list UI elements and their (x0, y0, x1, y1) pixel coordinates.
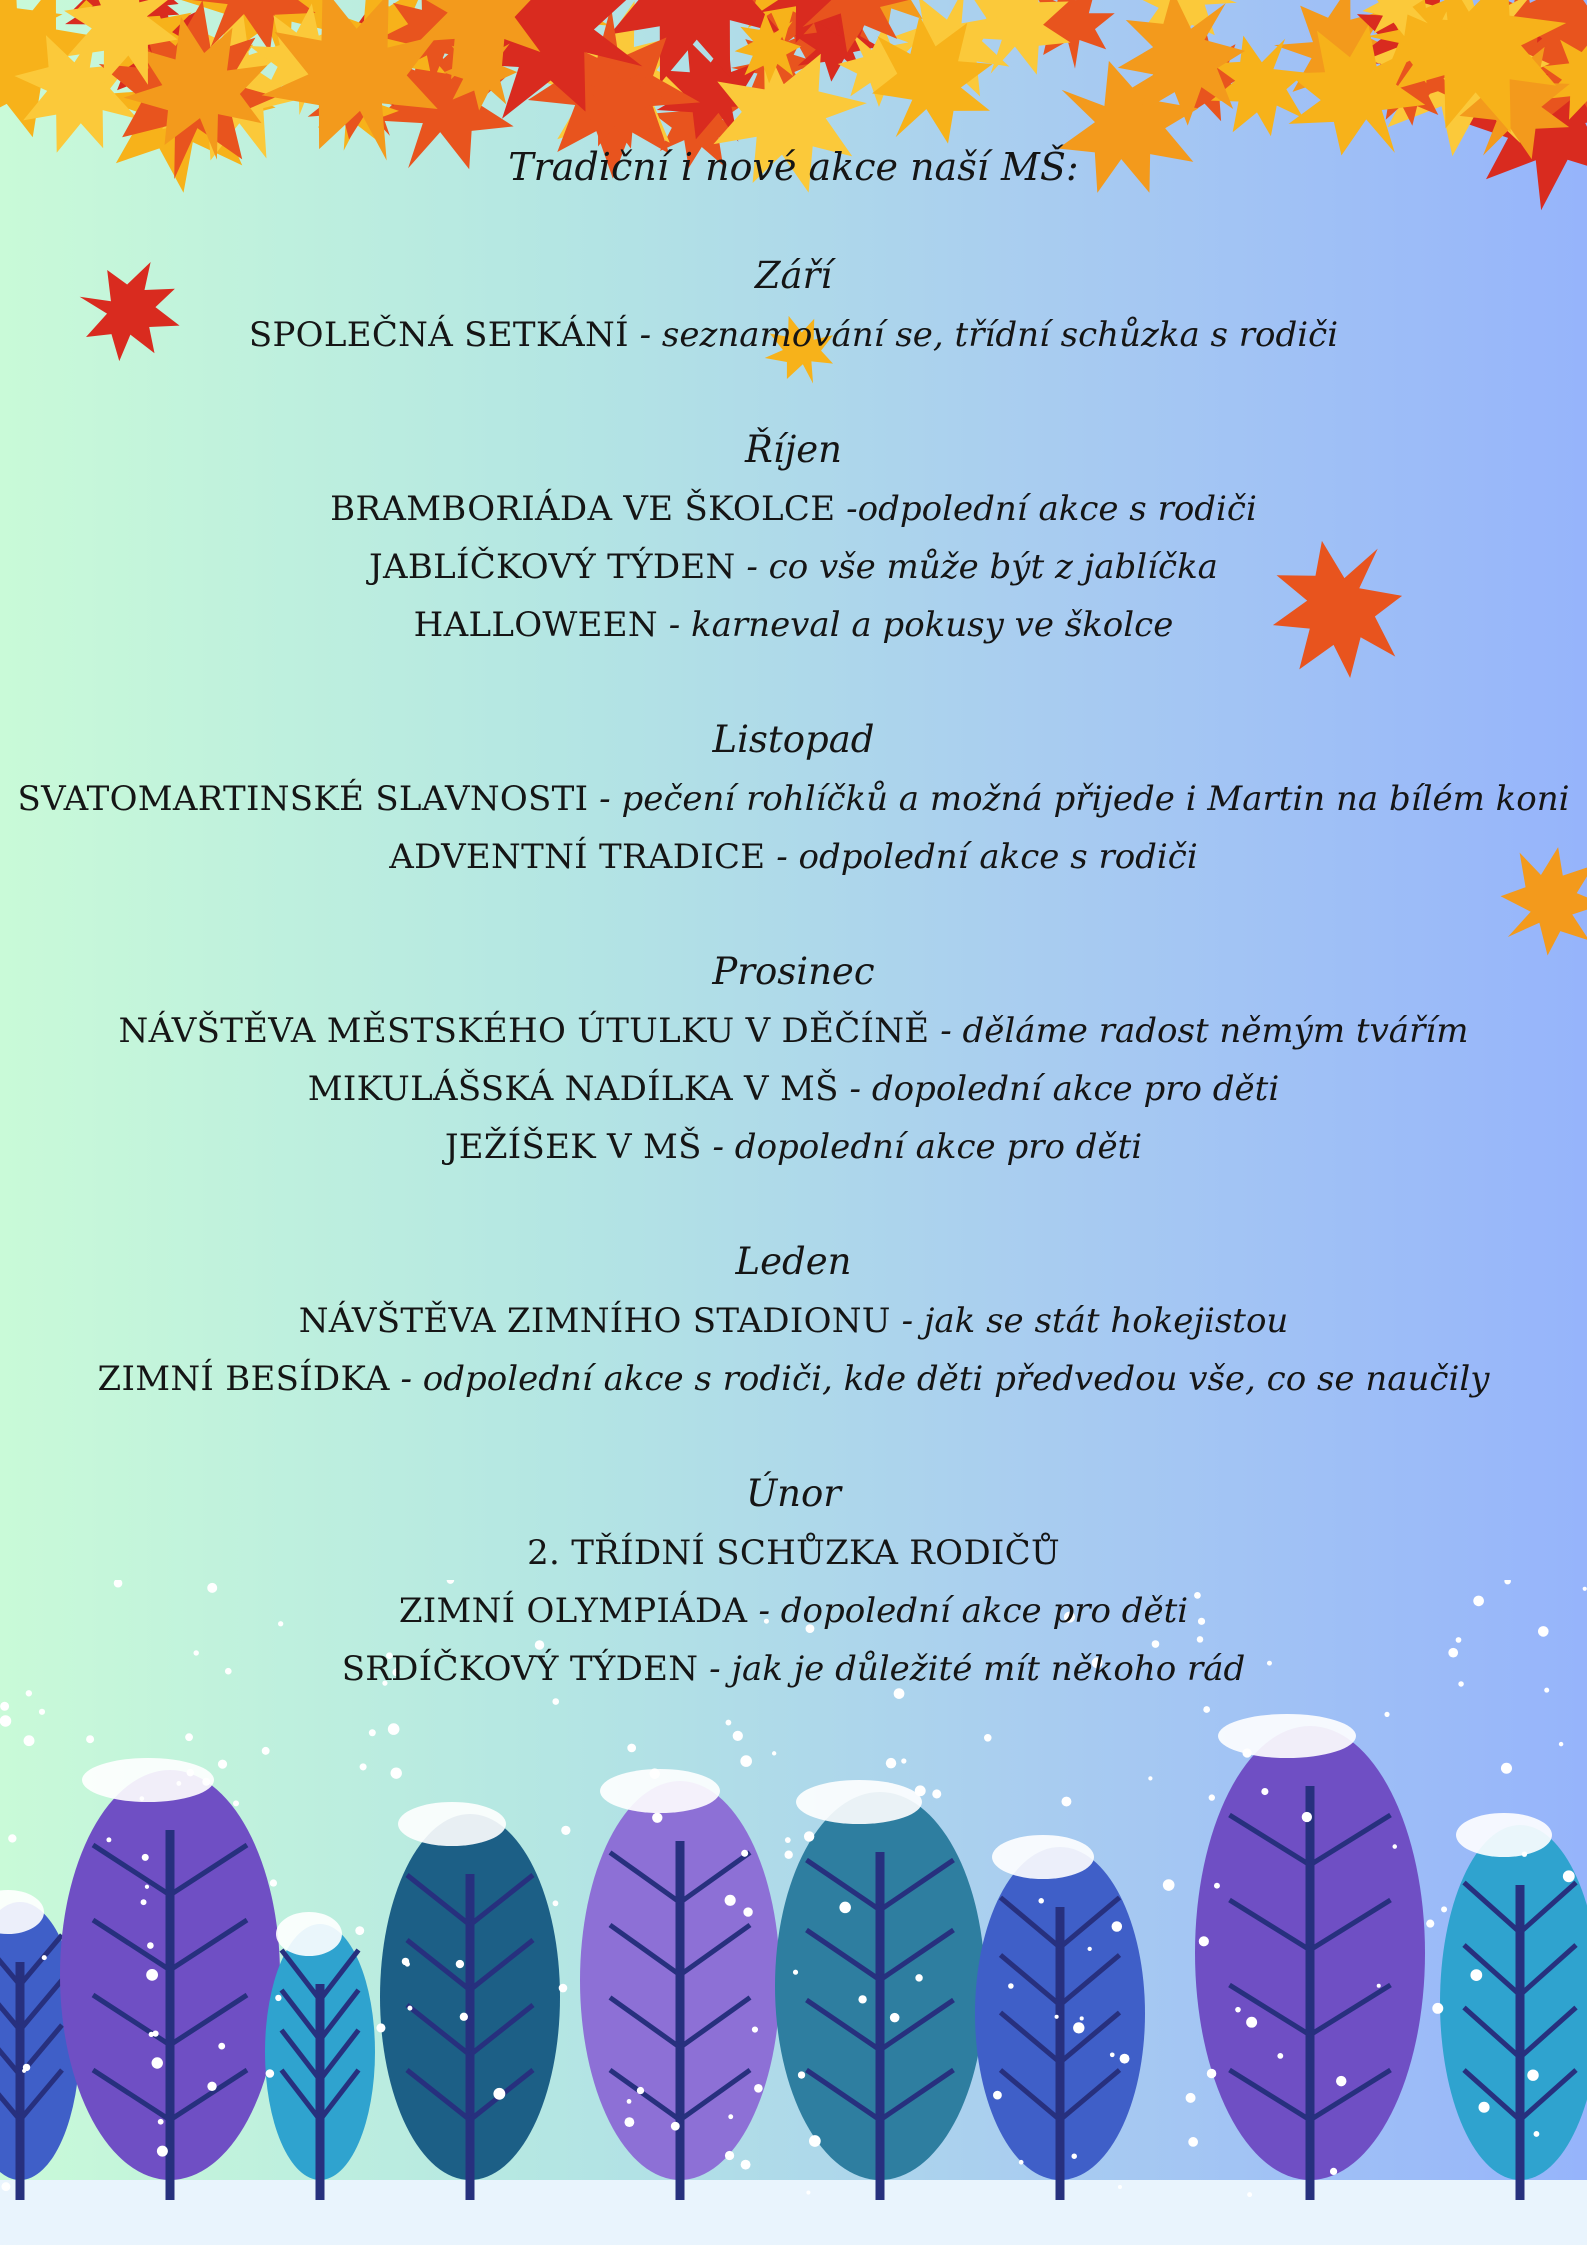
event-description: - odpolední akce s rodiči (765, 837, 1198, 877)
snowflake-icon (1088, 1947, 1092, 1951)
snowflake-icon (890, 2013, 900, 2023)
event-name: SPOLEČNÁ SETKÁNÍ (248, 315, 629, 355)
snowflake-icon (915, 1785, 926, 1796)
snowflake-icon (1163, 1879, 1175, 1891)
snowflake-icon (1392, 1844, 1397, 1849)
tree-icon (265, 1912, 375, 2200)
snowflake-icon (652, 1813, 662, 1823)
snowflake-icon (1055, 2015, 1059, 2019)
snowflake-icon (743, 1907, 752, 1916)
event-description: - co vše může být z jablíčka (735, 547, 1218, 587)
event-name: JABLÍČKOVÝ TÝDEN (369, 547, 736, 587)
events-list (0, 138, 1587, 1754)
snowflake-icon (1247, 2192, 1252, 2197)
snowflake-icon (858, 1995, 866, 2003)
event-line (0, 1582, 1587, 1640)
snowflake-icon (1, 2182, 10, 2191)
snowflake-icon (752, 2026, 758, 2032)
snowflake-icon (932, 1789, 941, 1798)
snowflake-icon (1522, 1851, 1527, 1856)
snowflake-icon (993, 2091, 1002, 2100)
event-name: HALLOWEEN (413, 605, 658, 645)
snowflake-icon (1019, 2160, 1024, 2165)
event-description: - dopolední akce pro děti (838, 1069, 1280, 1109)
snowflake-icon (152, 2057, 163, 2068)
snowflake-icon (460, 2013, 468, 2021)
event-line (0, 1292, 1587, 1350)
tree-icon (1440, 1813, 1587, 2200)
snowflake-icon (1071, 2153, 1076, 2158)
event-name: NÁVŠTĚVA ZIMNÍHO STADIONU (298, 1301, 891, 1341)
snowflake-icon (754, 2084, 763, 2093)
snowflake-icon (627, 2099, 632, 2104)
month-heading: Prosinec (712, 950, 875, 993)
event-name: ZIMNÍ OLYMPIÁDA (398, 1591, 759, 1631)
snowflake-icon (1186, 2093, 1196, 2103)
snowflake-icon (1432, 2003, 1443, 2014)
snowflake-icon (725, 2151, 734, 2160)
snowflake-icon (1534, 2131, 1540, 2137)
snowflake-icon (671, 2122, 680, 2131)
tree-icon (1195, 1714, 1425, 2200)
snowflake-icon (407, 2006, 412, 2011)
snowflake-icon (187, 1769, 194, 1776)
snowflake-icon (207, 2082, 216, 2091)
event-name: ZIMNÍ BESÍDKA (97, 1359, 390, 1399)
snowflake-icon (1199, 1936, 1209, 1946)
snowflake-icon (355, 1926, 364, 1935)
snowflake-icon (8, 1834, 16, 1842)
snowflake-icon (145, 1885, 149, 1889)
snowflake-icon (152, 2031, 158, 2037)
snowflake-icon (624, 2117, 634, 2127)
month-section (0, 942, 1587, 1176)
snowflake-icon (360, 1763, 367, 1770)
event-line (0, 538, 1587, 596)
snowflake-icon (1061, 1797, 1071, 1807)
snowflake-icon (139, 1796, 144, 1801)
snowflake-icon (798, 2071, 805, 2078)
snowflake-icon (142, 1854, 149, 1861)
snowflake-icon (561, 1826, 570, 1835)
event-name: ADVENTNÍ TRADICE (389, 837, 766, 877)
page-title: Tradiční i nové akce naší MŠ: (508, 145, 1079, 189)
snowflake-icon (1501, 1763, 1512, 1774)
snowflake-icon (1277, 2053, 1283, 2059)
snowflake-icon (493, 2088, 505, 2100)
snowflake-icon (728, 2114, 733, 2119)
snowflake-icon (391, 1767, 402, 1778)
snowflake-icon (106, 1837, 111, 1842)
event-name: NÁVŠTĚVA MĚSTSKÉHO ÚTULKU V DĚČÍNĚ (118, 1011, 930, 1051)
snowflake-icon (233, 1800, 239, 1806)
snowflake-icon (915, 1974, 922, 1981)
snowflake-icon (1302, 1812, 1312, 1822)
snowflake-icon (886, 1758, 896, 1768)
snowflake-icon (1377, 1984, 1381, 1988)
snowflake-icon (784, 1851, 792, 1859)
event-line (0, 1060, 1587, 1118)
snowflake-icon (1118, 2185, 1122, 2189)
snowflake-icon (1336, 2076, 1346, 2086)
snowflake-icon (741, 2160, 751, 2170)
event-description: - děláme radost němým tvářím (929, 1011, 1469, 1051)
snowflake-icon (270, 1879, 277, 1886)
month-section (0, 1232, 1587, 1408)
snowflake-icon (1214, 1883, 1220, 1889)
snowflake-icon (1441, 1906, 1447, 1912)
snowflake-icon (1080, 2016, 1084, 2020)
event-description: - pečení rohlíčků a možná přijede i Martin na bílém koni (588, 779, 1570, 819)
snowflake-icon (1261, 1788, 1268, 1795)
event-line (0, 596, 1587, 654)
snowflake-icon (146, 1969, 158, 1981)
snowflake-icon (740, 1755, 752, 1767)
snowflake-icon (1110, 2052, 1115, 2057)
snowflake-icon (1478, 2102, 1489, 2113)
snowflake-icon (725, 1895, 736, 1906)
snowflake-icon (1038, 1898, 1043, 1903)
snowflake-icon (42, 1955, 47, 1960)
month-section (0, 246, 1587, 364)
snowflake-icon (157, 2146, 168, 2157)
event-line (0, 1118, 1587, 1176)
snowflake-icon (1330, 2168, 1337, 2175)
snowflake-icon (785, 1837, 791, 1843)
month-heading: Únor (746, 1472, 841, 1515)
snowflake-icon (637, 2087, 644, 2094)
snowflake-icon (456, 1960, 464, 1968)
event-line (0, 1524, 1587, 1582)
tree-icon (60, 1758, 280, 2200)
snowflake-icon (1120, 2054, 1130, 2064)
snowflake-icon (275, 1995, 281, 2001)
snowflake-icon (218, 1760, 227, 1769)
event-description: - dopolední akce pro děti (701, 1127, 1143, 1167)
snowflake-icon (1235, 2007, 1241, 2013)
event-name: MIKULÁŠSKÁ NADÍLKA V MŠ (307, 1069, 839, 1109)
snowflake-icon (793, 1970, 798, 1975)
snowflake-icon (839, 1902, 851, 1914)
snowflake-icon (1527, 2069, 1538, 2080)
month-section (0, 710, 1587, 886)
event-description: - karneval a pokusy ve školce (657, 605, 1174, 645)
event-description: - dopolední akce pro děti (758, 1591, 1189, 1631)
event-line (0, 480, 1587, 538)
snowflake-icon (1073, 2022, 1084, 2033)
snowflake-icon (1426, 1920, 1434, 1928)
event-name: SVATOMARTINSKÉ SLAVNOSTI (17, 779, 589, 819)
tree-icon (975, 1835, 1145, 2200)
month-section (0, 1464, 1587, 1698)
event-line (0, 770, 1587, 828)
snowflake-icon (1470, 1969, 1482, 1981)
snowflake-icon (1008, 1983, 1014, 1989)
event-line (0, 1002, 1587, 1060)
snowflake-icon (158, 2119, 164, 2125)
snowflake-icon (266, 2069, 275, 2078)
snowflake-icon (804, 1831, 814, 1841)
month-heading: Říjen (745, 428, 842, 471)
snowflake-icon (806, 2190, 810, 2194)
month-heading: Září (754, 254, 833, 297)
snowflake-icon (22, 2069, 26, 2073)
event-name: SRDÍČKOVÝ TÝDEN (341, 1649, 699, 1689)
event-line (0, 1640, 1587, 1698)
month-heading: Listopad (712, 718, 875, 761)
snowflake-icon (809, 2135, 821, 2147)
event-line (0, 1350, 1587, 1408)
snowflake-icon (741, 1850, 748, 1857)
event-description: - jak je důležité mít někoho rád (698, 1649, 1246, 1689)
tree-icon (775, 1780, 985, 2200)
snowflake-icon (147, 1942, 154, 1949)
tree-icon (580, 1769, 780, 2200)
month-heading: Leden (735, 1240, 852, 1283)
event-line (0, 306, 1587, 364)
snowflake-icon (1148, 1776, 1152, 1780)
snowflake-icon (649, 1768, 660, 1779)
snowflake-icon (1112, 1921, 1123, 1932)
snowflake-icon (1563, 1870, 1575, 1882)
snowflake-icon (1246, 2017, 1257, 2028)
snowflake-icon (405, 1962, 410, 1967)
event-description: - seznamování se, třídní schůzka s rodiči (628, 315, 1339, 355)
tree-icon (380, 1802, 560, 2200)
event-name: BRAMBORIÁDA VE ŠKOLCE (330, 489, 836, 529)
event-description: - jak se stát hokejistou (890, 1301, 1289, 1341)
month-section (0, 420, 1587, 654)
event-name: JEŽÍŠEK V MŠ (444, 1127, 702, 1167)
snowflake-icon (553, 1900, 559, 1906)
snowflake-icon (1188, 2137, 1198, 2147)
snow-ground (0, 2180, 1587, 2245)
snowflake-icon (202, 1778, 210, 1786)
event-name: 2. TŘÍDNÍ SCHŮZKA RODIČŮ (527, 1533, 1060, 1573)
event-line (0, 828, 1587, 886)
snowflake-icon (559, 1984, 568, 1993)
snowflake-icon (141, 1899, 147, 1905)
snowflake-icon (1209, 1794, 1215, 1800)
event-description: - odpolední akce s rodiči, kde děti předvedou vše, co se naučily (389, 1359, 1490, 1399)
snowflake-icon (1207, 2069, 1217, 2079)
snowflake-icon (376, 2023, 385, 2032)
snowflake-icon (176, 1781, 181, 1786)
event-description: -odpolední akce s rodiči (835, 489, 1257, 529)
snowflake-icon (901, 1758, 906, 1763)
snowflake-icon (218, 2043, 225, 2050)
